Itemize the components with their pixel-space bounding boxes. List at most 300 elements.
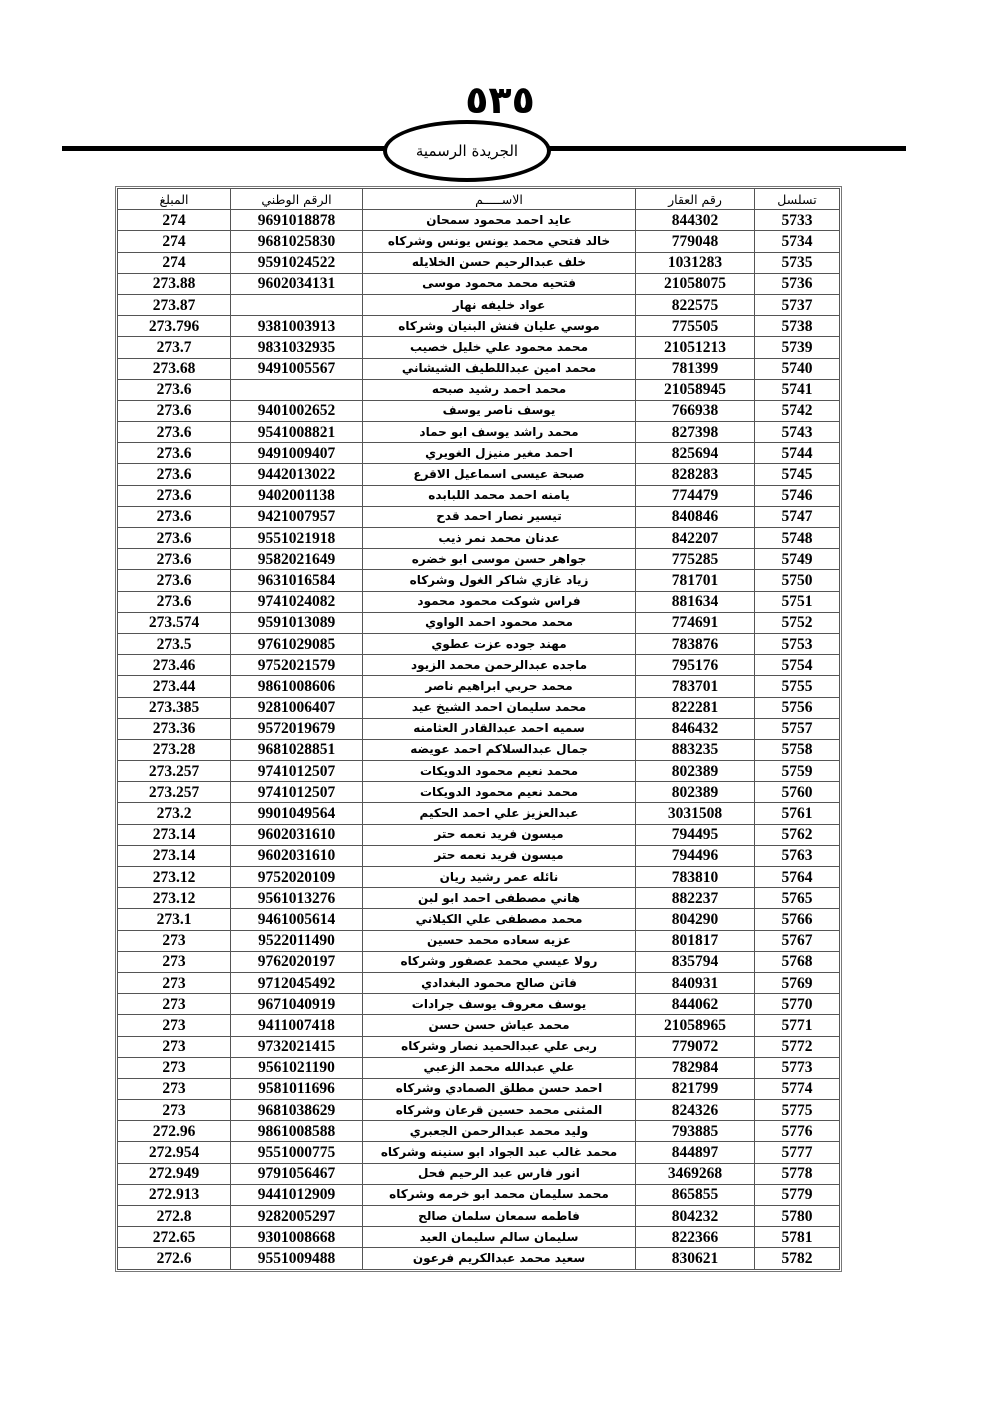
table-row [118, 718, 840, 739]
cell-property-number: 835794 [636, 951, 755, 972]
table-row [118, 570, 840, 591]
cell-serial: 5737 [755, 294, 840, 315]
cell-name: محمد امين عبداللطيف الشيشاني [363, 358, 636, 379]
cell-serial: 5748 [755, 528, 840, 549]
cell-serial: 5754 [755, 655, 840, 676]
table-row [118, 612, 840, 633]
cell-name: محمد غالب عبد الجواد ابو سنينه وشركاه [363, 1142, 636, 1163]
cell-name: فراس شوكت محمود محمود [363, 591, 636, 612]
cell-name: ماجده عبدالرحمن محمد الزيود [363, 655, 636, 676]
cell-property-number: 882237 [636, 888, 755, 909]
table-row [118, 803, 840, 824]
table-row [118, 739, 840, 760]
cell-name: محمد حربي ابراهيم ناصر [363, 676, 636, 697]
cell-national-id: 9752021579 [231, 655, 363, 676]
cell-national-id: 9691018878 [231, 210, 363, 231]
cell-national-id: 9421007957 [231, 506, 363, 527]
table-row [118, 273, 840, 294]
table-row [118, 930, 840, 951]
table-row [118, 994, 840, 1015]
cell-serial: 5759 [755, 761, 840, 782]
cell-property-number: 825694 [636, 443, 755, 464]
cell-name: سميه احمد عبدالقادر العثامنه [363, 718, 636, 739]
cell-amount: 273 [118, 1057, 231, 1078]
cell-serial: 5740 [755, 358, 840, 379]
table-row [118, 951, 840, 972]
publication-title: الجريدة الرسمية [415, 142, 519, 160]
cell-name: محمد سليمان احمد الشيخ عيد [363, 697, 636, 718]
cell-name: محمد راشد يوسف ابو حماد [363, 422, 636, 443]
table-row [118, 528, 840, 549]
cell-amount: 273 [118, 1036, 231, 1057]
table-row [118, 549, 840, 570]
table-row [118, 633, 840, 654]
cell-national-id: 9541008821 [231, 422, 363, 443]
cell-national-id: 9491005567 [231, 358, 363, 379]
cell-national-id: 9461005614 [231, 909, 363, 930]
cell-name: هاني مصطفى احمد ابو لبن [363, 888, 636, 909]
cell-serial: 5751 [755, 591, 840, 612]
cell-amount: 272.65 [118, 1227, 231, 1248]
cell-amount: 272.949 [118, 1163, 231, 1184]
cell-property-number: 21058075 [636, 273, 755, 294]
table-row [118, 1015, 840, 1036]
cell-serial: 5736 [755, 273, 840, 294]
cell-amount: 273.257 [118, 761, 231, 782]
cell-name: فاتن صالح محمود البغدادي [363, 972, 636, 993]
cell-national-id: 9581011696 [231, 1078, 363, 1099]
cell-property-number: 865855 [636, 1184, 755, 1205]
cell-name: ميسون فريد نعمه حتر [363, 824, 636, 845]
table-row [118, 337, 840, 358]
cell-property-number: 846432 [636, 718, 755, 739]
cell-serial: 5734 [755, 231, 840, 252]
cell-name: المثنى محمد حسين قرعان وشركاه [363, 1100, 636, 1121]
cell-serial: 5775 [755, 1100, 840, 1121]
cell-name: محمد سليمان محمد ابو خرمه وشركاه [363, 1184, 636, 1205]
cell-amount: 273.257 [118, 782, 231, 803]
cell-name: مهند جوده عزت عطوي [363, 633, 636, 654]
cell-serial: 5764 [755, 867, 840, 888]
table-row [118, 443, 840, 464]
cell-name: جمال عبدالسلاكم احمد عويضه [363, 739, 636, 760]
cell-name: احمد حسن مطلق الصمادي وشركاه [363, 1078, 636, 1099]
cell-serial: 5765 [755, 888, 840, 909]
cell-serial: 5771 [755, 1015, 840, 1036]
cell-amount: 273.87 [118, 294, 231, 315]
cell-national-id: 9791056467 [231, 1163, 363, 1184]
cell-property-number: 821799 [636, 1078, 755, 1099]
cell-name: تيسير نصار احمد قدح [363, 506, 636, 527]
cell-serial: 5744 [755, 443, 840, 464]
cell-property-number: 781399 [636, 358, 755, 379]
column-header-name: الاســـــم [363, 189, 636, 210]
cell-national-id: 9671040919 [231, 994, 363, 1015]
cell-national-id: 9572019679 [231, 718, 363, 739]
page-number: ٥٣٥ [465, 78, 535, 122]
cell-property-number: 21051213 [636, 337, 755, 358]
cell-serial: 5752 [755, 612, 840, 633]
cell-amount: 273.6 [118, 506, 231, 527]
cell-national-id: 9591024522 [231, 252, 363, 273]
cell-property-number: 766938 [636, 400, 755, 421]
cell-property-number: 822281 [636, 697, 755, 718]
cell-national-id: 9741012507 [231, 782, 363, 803]
cell-property-number: 804290 [636, 909, 755, 930]
cell-serial: 5774 [755, 1078, 840, 1099]
cell-amount: 273.6 [118, 464, 231, 485]
cell-amount: 273.44 [118, 676, 231, 697]
cell-national-id: 9301008668 [231, 1227, 363, 1248]
cell-national-id: 9762020197 [231, 951, 363, 972]
table-row [118, 655, 840, 676]
cell-amount: 273.6 [118, 422, 231, 443]
cell-serial: 5773 [755, 1057, 840, 1078]
table-row [118, 888, 840, 909]
cell-property-number: 844302 [636, 210, 755, 231]
cell-national-id: 9602031610 [231, 845, 363, 866]
cell-amount: 273.6 [118, 528, 231, 549]
cell-national-id: 9901049564 [231, 803, 363, 824]
cell-name: يامنه احمد محمد اللبابده [363, 485, 636, 506]
cell-national-id: 9442013022 [231, 464, 363, 485]
column-header-amount: المبلغ [118, 189, 231, 210]
cell-property-number: 802389 [636, 782, 755, 803]
cell-name: عبدالعزيز علي احمد الحكيم [363, 803, 636, 824]
cell-name: وليد محمد عبدالرحمن الجعبري [363, 1121, 636, 1142]
cell-serial: 5749 [755, 549, 840, 570]
cell-serial: 5758 [755, 739, 840, 760]
cell-national-id: 9551021918 [231, 528, 363, 549]
table-row [118, 782, 840, 803]
cell-serial: 5755 [755, 676, 840, 697]
cell-property-number: 883235 [636, 739, 755, 760]
cell-national-id: 9411007418 [231, 1015, 363, 1036]
cell-amount: 273 [118, 1015, 231, 1036]
cell-amount: 273.36 [118, 718, 231, 739]
cell-national-id: 9861008606 [231, 676, 363, 697]
cell-amount: 273.7 [118, 337, 231, 358]
cell-national-id: 9522011490 [231, 930, 363, 951]
cell-serial: 5782 [755, 1248, 840, 1269]
cell-serial: 5762 [755, 824, 840, 845]
cell-serial: 5750 [755, 570, 840, 591]
cell-serial: 5772 [755, 1036, 840, 1057]
cell-national-id: 9281006407 [231, 697, 363, 718]
table-row [118, 1206, 840, 1227]
cell-property-number: 827398 [636, 422, 755, 443]
publication-title-oval [383, 120, 551, 182]
table-row [118, 1227, 840, 1248]
cell-amount: 273 [118, 1078, 231, 1099]
cell-name: فتحيه محمد محمود موسى [363, 273, 636, 294]
table-row [118, 294, 840, 315]
cell-national-id: 9741012507 [231, 761, 363, 782]
cell-national-id: 9602034131 [231, 273, 363, 294]
cell-national-id: 9681028851 [231, 739, 363, 760]
cell-property-number: 781701 [636, 570, 755, 591]
cell-property-number: 775505 [636, 316, 755, 337]
cell-property-number: 783701 [636, 676, 755, 697]
cell-serial: 5763 [755, 845, 840, 866]
cell-serial: 5756 [755, 697, 840, 718]
table-row [118, 252, 840, 273]
cell-property-number: 21058945 [636, 379, 755, 400]
header-rule-left [62, 146, 387, 151]
cell-amount: 273.14 [118, 824, 231, 845]
column-header-serial: تسلسل [755, 189, 840, 210]
cell-national-id: 9752020109 [231, 867, 363, 888]
column-header-property-number: رقم العقار [636, 189, 755, 210]
cell-property-number: 794496 [636, 845, 755, 866]
cell-name: احمد مغير منيزل الغويري [363, 443, 636, 464]
cell-serial: 5776 [755, 1121, 840, 1142]
cell-amount: 273.6 [118, 443, 231, 464]
header-rule-right [548, 146, 906, 151]
cell-national-id: 9712045492 [231, 972, 363, 993]
cell-serial: 5738 [755, 316, 840, 337]
cell-national-id: 9732021415 [231, 1036, 363, 1057]
cell-serial: 5757 [755, 718, 840, 739]
cell-amount: 273.88 [118, 273, 231, 294]
cell-serial: 5770 [755, 994, 840, 1015]
cell-national-id: 9602031610 [231, 824, 363, 845]
cell-property-number: 774691 [636, 612, 755, 633]
cell-national-id: 9861008588 [231, 1121, 363, 1142]
table-row [118, 1184, 840, 1205]
cell-property-number: 822575 [636, 294, 755, 315]
cell-amount: 273.6 [118, 485, 231, 506]
cell-name: نائله عمر رشيد ريان [363, 867, 636, 888]
table-row [118, 1057, 840, 1078]
table-row [118, 1100, 840, 1121]
cell-national-id: 9381003913 [231, 316, 363, 337]
table-row [118, 210, 840, 231]
cell-amount: 273.6 [118, 549, 231, 570]
cell-name: يوسف ناصر يوسف [363, 400, 636, 421]
cell-serial: 5743 [755, 422, 840, 443]
table-row [118, 845, 840, 866]
cell-amount: 272.8 [118, 1206, 231, 1227]
cell-national-id: 9491009407 [231, 443, 363, 464]
cell-property-number: 828283 [636, 464, 755, 485]
column-header-national-id: الرقم الوطني [231, 189, 363, 210]
payments-table [117, 188, 840, 1270]
cell-name: خلف عبدالرحيم حسن الخلايله [363, 252, 636, 273]
table-row [118, 1121, 840, 1142]
cell-national-id: 9441012909 [231, 1184, 363, 1205]
cell-amount: 273.68 [118, 358, 231, 379]
table-row [118, 909, 840, 930]
cell-amount: 272.6 [118, 1248, 231, 1269]
cell-property-number: 794495 [636, 824, 755, 845]
cell-amount: 274 [118, 231, 231, 252]
cell-name: عواد خليفه نهار [363, 294, 636, 315]
cell-serial: 5741 [755, 379, 840, 400]
cell-amount: 273.6 [118, 379, 231, 400]
cell-name: محمد مصطفى علي الكيلاني [363, 909, 636, 930]
cell-national-id: 9831032935 [231, 337, 363, 358]
cell-serial: 5766 [755, 909, 840, 930]
cell-amount: 273.796 [118, 316, 231, 337]
cell-property-number: 830621 [636, 1248, 755, 1269]
table-row [118, 824, 840, 845]
cell-name: زياد غازي شاكر الغول وشركاه [363, 570, 636, 591]
cell-amount: 273.12 [118, 867, 231, 888]
cell-property-number: 782984 [636, 1057, 755, 1078]
cell-property-number: 802389 [636, 761, 755, 782]
cell-property-number: 775285 [636, 549, 755, 570]
cell-property-number: 1031283 [636, 252, 755, 273]
cell-national-id: 9582021649 [231, 549, 363, 570]
cell-property-number: 842207 [636, 528, 755, 549]
table-row [118, 867, 840, 888]
cell-amount: 273.6 [118, 570, 231, 591]
cell-property-number: 840846 [636, 506, 755, 527]
cell-name: ميسون فريد نعمه حتر [363, 845, 636, 866]
table-row [118, 972, 840, 993]
cell-property-number: 822366 [636, 1227, 755, 1248]
cell-serial: 5746 [755, 485, 840, 506]
cell-serial: 5777 [755, 1142, 840, 1163]
cell-serial: 5753 [755, 633, 840, 654]
cell-national-id [231, 379, 363, 400]
cell-name: ربى علي عبدالحميد نصار وشركاه [363, 1036, 636, 1057]
cell-amount: 273 [118, 972, 231, 993]
cell-property-number: 783876 [636, 633, 755, 654]
cell-property-number: 779048 [636, 231, 755, 252]
table-row [118, 591, 840, 612]
cell-name: عايد احمد محمود سمحان [363, 210, 636, 231]
cell-national-id: 9551000775 [231, 1142, 363, 1163]
cell-property-number: 793885 [636, 1121, 755, 1142]
cell-amount: 274 [118, 252, 231, 273]
cell-national-id: 9401002652 [231, 400, 363, 421]
table-row [118, 1248, 840, 1269]
cell-name: خالد فتحي محمد يونس يونس وشركاه [363, 231, 636, 252]
cell-serial: 5760 [755, 782, 840, 803]
cell-name: فاطمه سمعان سلمان صالح [363, 1206, 636, 1227]
table-row [118, 400, 840, 421]
table-row [118, 1036, 840, 1057]
cell-property-number: 804232 [636, 1206, 755, 1227]
cell-national-id: 9681025830 [231, 231, 363, 252]
cell-serial: 5761 [755, 803, 840, 824]
cell-name: سليمان سالم سليمان العيد [363, 1227, 636, 1248]
cell-name: موسي عليان فنش البنيان وشركاه [363, 316, 636, 337]
cell-property-number: 824326 [636, 1100, 755, 1121]
table-row [118, 422, 840, 443]
cell-property-number: 844062 [636, 994, 755, 1015]
table-row [118, 316, 840, 337]
cell-property-number: 840931 [636, 972, 755, 993]
cell-property-number: 3469268 [636, 1163, 755, 1184]
cell-serial: 5745 [755, 464, 840, 485]
cell-property-number: 783810 [636, 867, 755, 888]
cell-name: محمد عياش حسن حسن [363, 1015, 636, 1036]
cell-national-id: 9561021190 [231, 1057, 363, 1078]
cell-name: يوسف معروف يوسف جرادات [363, 994, 636, 1015]
cell-name: عدنان محمد نمر ذيب [363, 528, 636, 549]
table-row [118, 379, 840, 400]
cell-name: عزيه سعاده محمد حسين [363, 930, 636, 951]
table-row [118, 464, 840, 485]
cell-serial: 5778 [755, 1163, 840, 1184]
table-row [118, 1078, 840, 1099]
cell-serial: 5733 [755, 210, 840, 231]
cell-name: جواهر حسن موسى ابو خضره [363, 549, 636, 570]
cell-amount: 273.28 [118, 739, 231, 760]
cell-amount: 273.2 [118, 803, 231, 824]
cell-amount: 273 [118, 951, 231, 972]
cell-name: رولا عيسي محمد عصفور وشركاه [363, 951, 636, 972]
cell-name: محمد نعيم محمود الدويكات [363, 782, 636, 803]
cell-name: محمد احمد رشيد صبحه [363, 379, 636, 400]
cell-name: علي عبدالله محمد الزعبي [363, 1057, 636, 1078]
table-row [118, 485, 840, 506]
cell-amount: 273.14 [118, 845, 231, 866]
cell-national-id: 9681038629 [231, 1100, 363, 1121]
table-row [118, 761, 840, 782]
cell-serial: 5735 [755, 252, 840, 273]
cell-amount: 273.46 [118, 655, 231, 676]
table-body [118, 210, 840, 1269]
cell-national-id: 9761029085 [231, 633, 363, 654]
cell-amount: 273 [118, 994, 231, 1015]
cell-national-id: 9561013276 [231, 888, 363, 909]
cell-property-number: 3031508 [636, 803, 755, 824]
cell-serial: 5747 [755, 506, 840, 527]
cell-name: محمد محمود احمد الواوي [363, 612, 636, 633]
cell-amount: 273.574 [118, 612, 231, 633]
cell-amount: 274 [118, 210, 231, 231]
cell-national-id: 9591013089 [231, 612, 363, 633]
cell-amount: 272.913 [118, 1184, 231, 1205]
cell-property-number: 774479 [636, 485, 755, 506]
cell-property-number: 779072 [636, 1036, 755, 1057]
cell-amount: 273.12 [118, 888, 231, 909]
table-row [118, 676, 840, 697]
table-header-row [118, 189, 840, 210]
cell-property-number: 21058965 [636, 1015, 755, 1036]
cell-national-id: 9402001138 [231, 485, 363, 506]
cell-amount: 273 [118, 930, 231, 951]
cell-amount: 273.385 [118, 697, 231, 718]
cell-name: محمد محمود علي خليل خصيب [363, 337, 636, 358]
cell-national-id: 9551009488 [231, 1248, 363, 1269]
table-row [118, 506, 840, 527]
cell-serial: 5767 [755, 930, 840, 951]
cell-name: صبحة عيسى اسماعيل الاقرع [363, 464, 636, 485]
cell-name: سعيد محمد عبدالكريم فرعون [363, 1248, 636, 1269]
cell-national-id: 9741024082 [231, 591, 363, 612]
cell-amount: 273.6 [118, 591, 231, 612]
cell-serial: 5769 [755, 972, 840, 993]
cell-serial: 5768 [755, 951, 840, 972]
cell-name: انور فارس عبد الرحيم فحل [363, 1163, 636, 1184]
cell-amount: 272.96 [118, 1121, 231, 1142]
cell-amount: 273.5 [118, 633, 231, 654]
table-row [118, 231, 840, 252]
cell-serial: 5739 [755, 337, 840, 358]
cell-serial: 5780 [755, 1206, 840, 1227]
cell-serial: 5781 [755, 1227, 840, 1248]
table-row [118, 697, 840, 718]
cell-serial: 5742 [755, 400, 840, 421]
cell-amount: 273.1 [118, 909, 231, 930]
cell-property-number: 795176 [636, 655, 755, 676]
table-row [118, 1142, 840, 1163]
